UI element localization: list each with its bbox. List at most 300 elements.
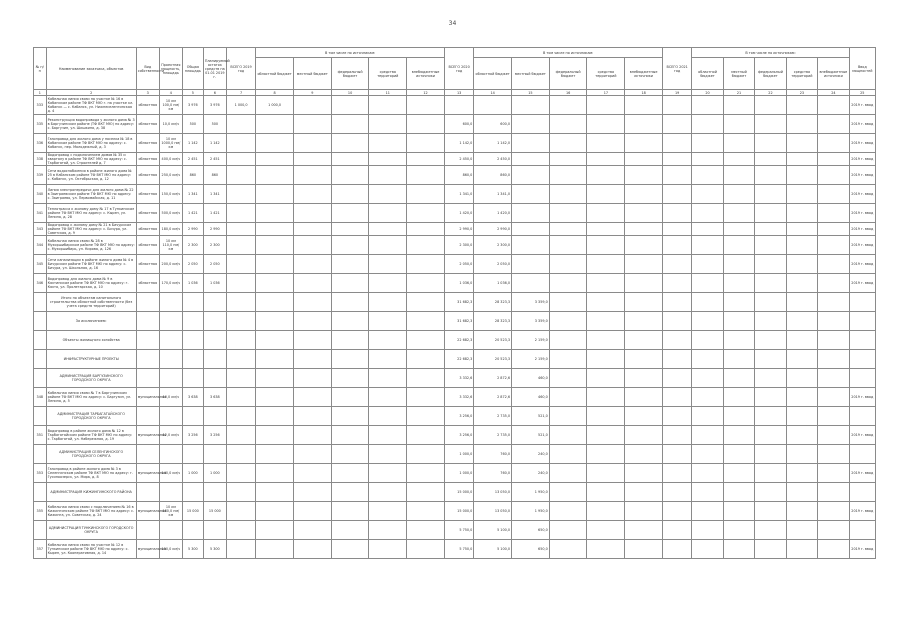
table-cell (662, 426, 691, 445)
table-cell (34, 445, 47, 464)
table-cell (692, 407, 723, 426)
table-cell: 336 (34, 134, 47, 153)
table-cell (256, 540, 294, 559)
table-row (34, 204, 876, 223)
table-row (34, 540, 876, 559)
table-cell: 240,0 (512, 464, 550, 483)
table-cell (331, 312, 369, 331)
table-cell (723, 274, 754, 293)
table-cell (331, 185, 369, 204)
table-cell (369, 115, 407, 134)
table-cell: 2 050,0 (444, 255, 473, 274)
table-cell (662, 274, 691, 293)
table-cell (849, 369, 875, 388)
table-cell (549, 236, 587, 255)
table-cell (786, 166, 817, 185)
header-vsego-2020: ВСЕГО 2020 год (444, 48, 473, 90)
table-cell (692, 521, 723, 540)
table-cell: 345 (34, 255, 47, 274)
header-source: федеральный бюджет (549, 58, 587, 90)
table-cell: Итого по объектам капитального строительства областной собственности (без учета средств территорий) (46, 293, 136, 312)
table-cell (662, 369, 691, 388)
table-cell (203, 312, 226, 331)
table-cell (662, 312, 691, 331)
table-cell (407, 293, 445, 312)
table-cell (662, 483, 691, 502)
table-cell (818, 464, 849, 483)
table-cell (818, 153, 849, 166)
table-cell (512, 185, 550, 204)
table-cell (692, 153, 723, 166)
table-cell: Кабельная линия связи с подключением № 16 в Кижингинском районе ТФ ВКТ МЮ по адресу: с. Кижинга, ул. Советская, д. 24 (46, 502, 136, 521)
table-cell (182, 483, 203, 502)
table-cell: 2019 г. ввод (849, 502, 875, 521)
table-cell (849, 483, 875, 502)
table-cell (818, 331, 849, 350)
page-number: 34 (448, 20, 457, 27)
table-cell (182, 369, 203, 388)
table-cell (136, 483, 159, 502)
table-cell (818, 407, 849, 426)
header-group-2019: В том числе по источникам: (256, 48, 445, 58)
table-cell: 2 050,0 (474, 255, 512, 274)
table-cell (818, 293, 849, 312)
table-cell (226, 274, 255, 293)
table-cell (369, 540, 407, 559)
table-cell (293, 464, 331, 483)
capital-construction-table (33, 47, 876, 559)
table-cell: 10 км 1000,0 пм/км (159, 134, 182, 153)
table-cell (256, 426, 294, 445)
table-cell (407, 115, 445, 134)
table-cell: 521,0 (512, 426, 550, 445)
table-cell (723, 502, 754, 521)
table-cell (256, 312, 294, 331)
header-source: местный бюджет (723, 58, 754, 90)
table-cell: 3 256,0 (444, 426, 473, 445)
table-cell: Кабельная линия связи на участке № 16 в Кабанском районе ТФ ВКТ МЮ г. на участке кл. Кабанск — с. Кабанск, ул. Нижнеселенгинская д. 4 (46, 96, 136, 115)
table-cell: За исключением: (46, 312, 136, 331)
table-cell: 346 (34, 274, 47, 293)
column-index: 6 (203, 90, 226, 96)
column-index: 16 (549, 90, 587, 96)
table-cell (755, 293, 786, 312)
table-cell: муниципальная (136, 426, 159, 445)
table-cell: 1 036,0 (444, 274, 473, 293)
table-row (34, 166, 876, 185)
table-cell (369, 96, 407, 115)
table-cell (625, 185, 663, 204)
table-cell: областная (136, 223, 159, 236)
table-cell (369, 407, 407, 426)
table-cell: областная (136, 134, 159, 153)
table-cell (226, 185, 255, 204)
table-cell (256, 204, 294, 223)
table-cell: 140,0 км/ч (159, 464, 182, 483)
table-cell: 1 142,0 (474, 134, 512, 153)
table-cell (293, 185, 331, 204)
table-cell: 1 000,0 (444, 445, 473, 464)
table-cell (226, 115, 255, 134)
table-cell (226, 350, 255, 369)
table-cell: 1 421 (182, 204, 203, 223)
table-cell (786, 185, 817, 204)
table-cell (159, 312, 182, 331)
table-cell (549, 115, 587, 134)
table-cell (692, 483, 723, 502)
table-cell: областная (136, 153, 159, 166)
table-cell: 2 300,0 (444, 236, 473, 255)
table-cell (256, 331, 294, 350)
table-cell (818, 483, 849, 502)
table-cell (625, 274, 663, 293)
table-cell (407, 388, 445, 407)
table-cell (549, 153, 587, 166)
table-cell (786, 331, 817, 350)
table-cell (159, 407, 182, 426)
table-cell (625, 502, 663, 521)
table-cell (692, 388, 723, 407)
table-cell (512, 223, 550, 236)
table-cell (512, 274, 550, 293)
table-cell (34, 293, 47, 312)
table-cell (625, 166, 663, 185)
table-cell (369, 223, 407, 236)
table-cell (256, 115, 294, 134)
header-source: внебюджетные источники (818, 58, 849, 90)
table-cell (587, 115, 625, 134)
table-row (34, 483, 876, 502)
table-cell (625, 426, 663, 445)
table-cell: 2 050 (203, 255, 226, 274)
table-cell (625, 445, 663, 464)
table-cell (226, 166, 255, 185)
table-cell: 600,0 (474, 115, 512, 134)
header-source: внебюджетные источники (625, 58, 663, 90)
table-cell (256, 502, 294, 521)
table-cell (692, 223, 723, 236)
column-index: 13 (444, 90, 473, 96)
table-cell: 1 950,0 (512, 483, 550, 502)
table-cell (755, 312, 786, 331)
table-cell (512, 134, 550, 153)
table-cell (331, 134, 369, 153)
table-cell (818, 166, 849, 185)
table-cell (331, 223, 369, 236)
table-cell: Кабельная линия связи на участке № 12 в Тункинском районе ТФ ВКТ МЮ по адресу: с. Кырен, ул. Кооперативная, д. 14 (46, 540, 136, 559)
table-cell: 2 300 (203, 236, 226, 255)
table-cell (786, 369, 817, 388)
table-cell (331, 350, 369, 369)
table-cell: 2019 г. ввод (849, 96, 875, 115)
table-cell: областная (136, 204, 159, 223)
column-index: 23 (786, 90, 817, 96)
table-cell: 2 990,0 (474, 223, 512, 236)
table-cell (407, 185, 445, 204)
table-cell (293, 96, 331, 115)
table-row (34, 388, 876, 407)
table-cell: 1 341 (203, 185, 226, 204)
table-cell: 10 км 100,0 пм/км (159, 96, 182, 115)
table-cell: 28 323,3 (474, 312, 512, 331)
table-cell: 1 142 (182, 134, 203, 153)
table-cell (293, 540, 331, 559)
table-cell (256, 293, 294, 312)
table-cell (407, 445, 445, 464)
table-cell: 650,0 (512, 521, 550, 540)
table-cell (662, 96, 691, 115)
table-cell: 355 (34, 502, 47, 521)
table-cell (786, 115, 817, 134)
table-cell (849, 445, 875, 464)
table-cell: 13 050,0 (474, 502, 512, 521)
table-cell (226, 204, 255, 223)
table-cell (549, 369, 587, 388)
table-cell (331, 115, 369, 134)
table-cell (849, 293, 875, 312)
table-cell (369, 464, 407, 483)
table-cell (755, 369, 786, 388)
table-cell: 20 523,3 (474, 350, 512, 369)
table-row (34, 521, 876, 540)
table-cell (587, 236, 625, 255)
table-row (34, 153, 876, 166)
table-cell (407, 134, 445, 153)
table-cell: Газопровод в районе жилого дома № 3 в Селенгинском районе ТФ ВКТ МЮ по адресу: г. Гусиноозерск, ул. Мира, д. 8 (46, 464, 136, 483)
header-vsego-2021: ВСЕГО 2021 год (662, 48, 691, 90)
table-cell: 2 990,0 (444, 223, 473, 236)
table-cell (331, 445, 369, 464)
table-cell: 2 300 (182, 236, 203, 255)
table-cell (331, 369, 369, 388)
table-cell (407, 331, 445, 350)
table-cell: 348 (34, 388, 47, 407)
table-cell (256, 445, 294, 464)
header-source: федеральный бюджет (755, 58, 786, 90)
table-cell (625, 369, 663, 388)
table-cell: 13 050,0 (474, 483, 512, 502)
table-cell: 5 300 (203, 540, 226, 559)
table-cell: 1 000,0 (444, 464, 473, 483)
table-cell (818, 115, 849, 134)
table-cell: Газопровод для жилого дома у поселка № 18 в Кабанском районе ТФ ВКТ МЮ по адресу: с. Кабанск, пер. Молодежный, д. 3 (46, 134, 136, 153)
table-cell (159, 369, 182, 388)
table-cell: 760,0 (474, 464, 512, 483)
table-cell (331, 483, 369, 502)
table-cell: 150,0 км/ч (159, 540, 182, 559)
table-cell (474, 96, 512, 115)
table-cell (549, 185, 587, 204)
table-cell (849, 407, 875, 426)
table-cell (662, 331, 691, 350)
table-cell: муниципальная (136, 464, 159, 483)
table-cell (369, 502, 407, 521)
table-cell (625, 464, 663, 483)
table-cell: 2 735,0 (474, 407, 512, 426)
table-cell (256, 464, 294, 483)
table-cell (755, 350, 786, 369)
table-cell (587, 204, 625, 223)
table-cell (369, 521, 407, 540)
table-cell: 2 451 (203, 153, 226, 166)
table-cell: 31 682,3 (444, 293, 473, 312)
table-cell (34, 407, 47, 426)
table-cell (407, 312, 445, 331)
table-cell (256, 255, 294, 274)
table-cell (549, 426, 587, 445)
column-index: 4 (159, 90, 182, 96)
table-cell: 339 (34, 166, 47, 185)
table-cell (369, 134, 407, 153)
table-cell (587, 388, 625, 407)
table-cell: Теплотрасса к жилому дому № 17 в Тункинском районе ТФ ВКТ МЮ по адресу: с. Кырен, ул. Ленина, д. 28 (46, 204, 136, 223)
column-index: 12 (407, 90, 445, 96)
table-cell (369, 331, 407, 350)
table-cell: Кабельная линия связи № 7 в Баргузинском районе ТФ ВКТ МЮ по адресу: с. Баргузин, ул. Ленина, д. 5 (46, 388, 136, 407)
table-cell: 3 976 (203, 96, 226, 115)
table-cell: 10,0 км/ч (159, 115, 182, 134)
header-source: внебюджетные источники (407, 58, 445, 90)
table-cell (182, 407, 203, 426)
table-cell (755, 483, 786, 502)
table-cell (723, 312, 754, 331)
table-cell (587, 369, 625, 388)
table-cell: 521,0 (512, 407, 550, 426)
table-cell (818, 223, 849, 236)
table-cell (226, 483, 255, 502)
table-cell (723, 204, 754, 223)
table-cell (331, 96, 369, 115)
table-cell (407, 274, 445, 293)
column-index: 10 (331, 90, 369, 96)
table-cell: 150,0 км/ч (159, 185, 182, 204)
table-cell: 28 323,3 (474, 293, 512, 312)
column-index: 8 (256, 90, 294, 96)
table-cell (369, 426, 407, 445)
table-cell (226, 521, 255, 540)
table-cell (331, 293, 369, 312)
table-cell (512, 255, 550, 274)
table-cell: 500 (203, 115, 226, 134)
table-cell: 2019 г. ввод (849, 185, 875, 204)
table-cell (786, 350, 817, 369)
table-cell (407, 426, 445, 445)
table-cell (226, 502, 255, 521)
table-cell (662, 388, 691, 407)
table-cell (331, 540, 369, 559)
column-index: 2 (46, 90, 136, 96)
column-index: 14 (474, 90, 512, 96)
table-cell: 3 332,6 (444, 388, 473, 407)
table-cell (662, 350, 691, 369)
table-cell: 344 (34, 236, 47, 255)
table-cell (662, 521, 691, 540)
table-cell: 2 872,6 (474, 388, 512, 407)
table-cell: 180,0 км/ч (159, 223, 182, 236)
table-cell (587, 445, 625, 464)
table-cell (34, 331, 47, 350)
table-cell: 460,0 (512, 388, 550, 407)
table-cell (818, 96, 849, 115)
table-cell (256, 274, 294, 293)
table-cell (692, 255, 723, 274)
table-cell (587, 255, 625, 274)
table-cell (331, 464, 369, 483)
table-cell (786, 293, 817, 312)
table-cell: 2019 г. ввод (849, 153, 875, 166)
table-cell: 2019 г. ввод (849, 236, 875, 255)
table-cell (226, 134, 255, 153)
table-cell (226, 369, 255, 388)
table-cell (293, 153, 331, 166)
table-cell (407, 223, 445, 236)
table-cell: 1 341,0 (474, 185, 512, 204)
table-cell: 2019 г. ввод (849, 166, 875, 185)
table-cell (723, 464, 754, 483)
table-cell (587, 483, 625, 502)
table-row (34, 185, 876, 204)
table-cell (662, 223, 691, 236)
header-group-2021: В том числе по источникам: (692, 48, 849, 58)
table-cell: 2019 г. ввод (849, 388, 875, 407)
table-cell (549, 464, 587, 483)
table-row (34, 293, 876, 312)
column-index: 22 (755, 90, 786, 96)
table-row (34, 255, 876, 274)
table-row (34, 331, 876, 350)
table-cell (662, 115, 691, 134)
table-cell: 3 256,0 (444, 407, 473, 426)
table-cell: АДМИНИСТРАЦИЯ ТУНКИНСКОГО ГОРОДСКОГО ОКРУГА (46, 521, 136, 540)
table-cell (723, 426, 754, 445)
table-body (34, 96, 876, 559)
table-cell (692, 312, 723, 331)
table-cell (818, 274, 849, 293)
table-cell (755, 255, 786, 274)
table-cell: 340 (34, 185, 47, 204)
table-cell (755, 407, 786, 426)
table-cell (818, 312, 849, 331)
table-cell (692, 502, 723, 521)
column-index: 15 (512, 90, 550, 96)
table-cell (849, 521, 875, 540)
column-index: 3 (136, 90, 159, 96)
table-cell (662, 204, 691, 223)
table-cell (182, 293, 203, 312)
table-cell (182, 312, 203, 331)
table-cell (625, 388, 663, 407)
header-num: № п/п (34, 48, 47, 90)
table-cell (849, 312, 875, 331)
table-cell (549, 166, 587, 185)
table-cell (369, 388, 407, 407)
table-cell (786, 464, 817, 483)
table-cell (34, 521, 47, 540)
table-cell (723, 293, 754, 312)
table-cell (203, 483, 226, 502)
table-cell (549, 540, 587, 559)
table-cell (692, 166, 723, 185)
table-cell (407, 483, 445, 502)
table-cell: областная (136, 274, 159, 293)
table-cell (755, 388, 786, 407)
table-cell: 15 000,0 (444, 502, 473, 521)
table-cell (159, 521, 182, 540)
column-index: 20 (692, 90, 723, 96)
table-cell (512, 204, 550, 223)
table-cell (692, 134, 723, 153)
table-cell (818, 445, 849, 464)
